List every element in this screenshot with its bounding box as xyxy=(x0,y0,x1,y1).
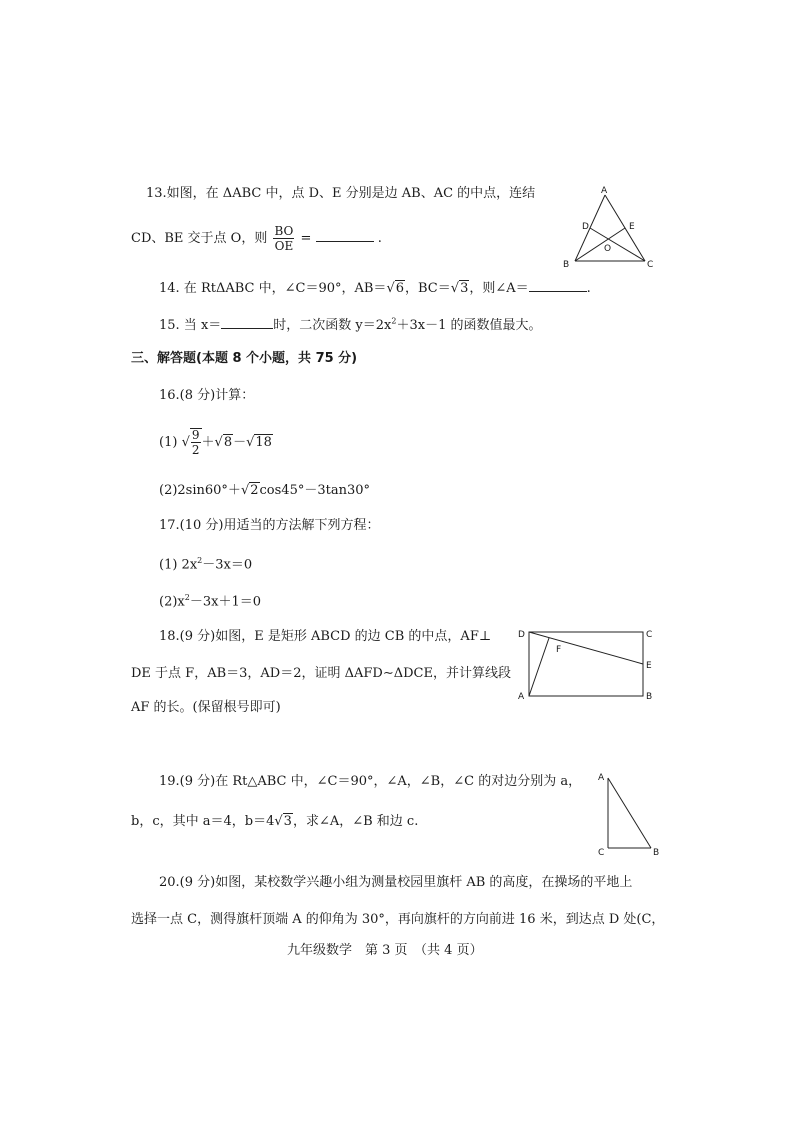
q16-part1 xyxy=(159,428,273,456)
q13-frac-num: BO xyxy=(274,224,294,238)
q14-answer-blank xyxy=(529,279,587,292)
q19-label-c: C xyxy=(598,848,605,858)
q19-line2-pre: b，c，其中 a＝4，b＝4 xyxy=(131,814,275,829)
q16-p1-rad-8: 8 xyxy=(223,435,233,450)
q18-rectangle-figure xyxy=(515,624,661,702)
q17-title: 17.(10 分)用适当的方法解下列方程： xyxy=(159,518,380,533)
q16-p1-den: 2 xyxy=(191,443,200,457)
q19-line1: 19.(9 分)在 Rt△ABC 中，∠C＝90°，∠A，∠B，∠C 的对边分别为 a， xyxy=(159,774,582,789)
q18-label-b: B xyxy=(646,692,653,702)
q18-line1: 18.(9 分)如图，E 是矩形 ABCD 的边 CB 的中点，AF⊥ xyxy=(159,629,492,644)
q13-line2 xyxy=(131,225,382,252)
q13-line1: 13.如图，在 ΔABC 中，点 D、E 分别是边 AB、AC 的中点，连结 xyxy=(146,186,536,201)
q14-rad-6: 6 xyxy=(395,281,405,296)
q17-part1 xyxy=(159,557,252,571)
q13-answer-blank xyxy=(316,229,374,242)
q19-right-triangle-figure xyxy=(594,770,670,860)
q19-sqrt-3: √3 xyxy=(274,814,292,829)
q16-p2-rad-2: 2 xyxy=(250,483,259,498)
q17-p2-pre: (2)x xyxy=(159,594,185,610)
q14-sqrt-3: √3 xyxy=(450,281,469,296)
q13-triangle-figure xyxy=(560,185,664,275)
q16-p1-sqrt-18: √18 xyxy=(246,435,272,450)
q16-p2-post: cos45°－3tan30° xyxy=(259,483,370,498)
q14-mid: ，BC＝ xyxy=(405,281,451,296)
q19-rad-3: 3 xyxy=(283,814,292,829)
q18-label-d: D xyxy=(518,630,525,640)
q15-sup: 2 xyxy=(391,316,397,326)
q19-line2 xyxy=(131,815,418,828)
q17-p2-post: －3x＋1＝0 xyxy=(189,594,261,610)
q15-post: ＋3x－1 的函数值最大。 xyxy=(396,318,542,333)
q19-label-b: B xyxy=(653,848,660,858)
q15-line xyxy=(159,316,541,332)
q15-mid: 时，二次函数 y＝2x xyxy=(273,318,392,333)
q19-label-a: A xyxy=(598,773,605,783)
q19-line2-post: ，求∠A，∠B 和边 c. xyxy=(292,814,419,829)
q13-label-o: O xyxy=(604,244,612,254)
q14-end: . xyxy=(586,281,591,296)
q16-title: 16.(8 分)计算： xyxy=(159,388,255,403)
q18-label-a: A xyxy=(518,692,525,702)
q14-post: ，则∠A＝ xyxy=(469,281,529,296)
q13-label-b: B xyxy=(563,260,570,270)
q16-part2 xyxy=(159,484,370,497)
q16-p2-sqrt-2: √2 xyxy=(240,483,259,498)
q16-p1-sqrt-frac: √ $\frac{9}{2}$ xyxy=(181,428,200,457)
q18-label-e: E xyxy=(646,661,652,671)
q13-line2-text: CD、BE 交于点 O，则 xyxy=(131,231,268,246)
q16-p1-rad-18: 18 xyxy=(255,435,272,450)
q18-label-f: F xyxy=(556,645,562,655)
page-footer: 九年级数学 第 3 页 （共 4 页） xyxy=(287,943,483,958)
q18-label-c: C xyxy=(646,630,653,640)
q15-pre: 15. 当 x＝ xyxy=(159,318,222,333)
q20-line2: 选择一点 C，测得旗杆顶端 A 的仰角为 30°，再向旗杆的方向前进 16 米，到达点 D 处(C， xyxy=(131,912,665,927)
q20-line1: 20.(9 分)如图，某校数学兴趣小组为测量校园里旗杆 AB 的高度，在操场的平地上 xyxy=(159,875,633,890)
q13-fraction xyxy=(273,225,294,252)
q14-rad-3: 3 xyxy=(460,281,469,296)
q17-p1-pre: (1) 2x xyxy=(159,557,198,573)
q13-label-e: E xyxy=(629,222,635,232)
q16-p1-label: (1) xyxy=(159,435,178,450)
q17-p1-sup: 2 xyxy=(197,556,203,565)
q13-eq: = xyxy=(300,231,312,246)
q13-end: . xyxy=(377,231,382,246)
section-3-heading: 三、解答题(本题 8 个小题，共 75 分) xyxy=(131,351,358,366)
q18-line3: AF 的长。(保留根号即可) xyxy=(131,700,281,715)
q17-p2-sup: 2 xyxy=(184,593,190,602)
q16-p1-plus: ＋ xyxy=(201,435,215,450)
q16-p1-sqrt-8: √8 xyxy=(214,435,233,450)
q16-p1-num: 9 xyxy=(191,428,200,442)
q16-p2-pre: (2)2sin60°＋ xyxy=(159,483,241,498)
q14-sqrt-6: √6 xyxy=(386,281,405,296)
q16-p1-minus: － xyxy=(233,435,247,450)
q17-p1-post: －3x＝0 xyxy=(202,557,253,573)
q13-label-d: D xyxy=(582,222,589,232)
q13-label-c: C xyxy=(647,260,654,270)
q15-answer-blank xyxy=(221,316,273,329)
q14-pre: 14. 在 RtΔABC 中，∠C＝90°，AB＝ xyxy=(159,281,387,296)
q14-line xyxy=(159,279,591,295)
q17-part2 xyxy=(159,594,261,608)
q18-line2: DE 于点 F，AB＝3，AD＝2，证明 ΔAFD∼ΔDCE，并计算线段 xyxy=(131,666,511,681)
q13-frac-den: OE xyxy=(274,239,294,253)
q13-label-a: A xyxy=(601,186,608,196)
